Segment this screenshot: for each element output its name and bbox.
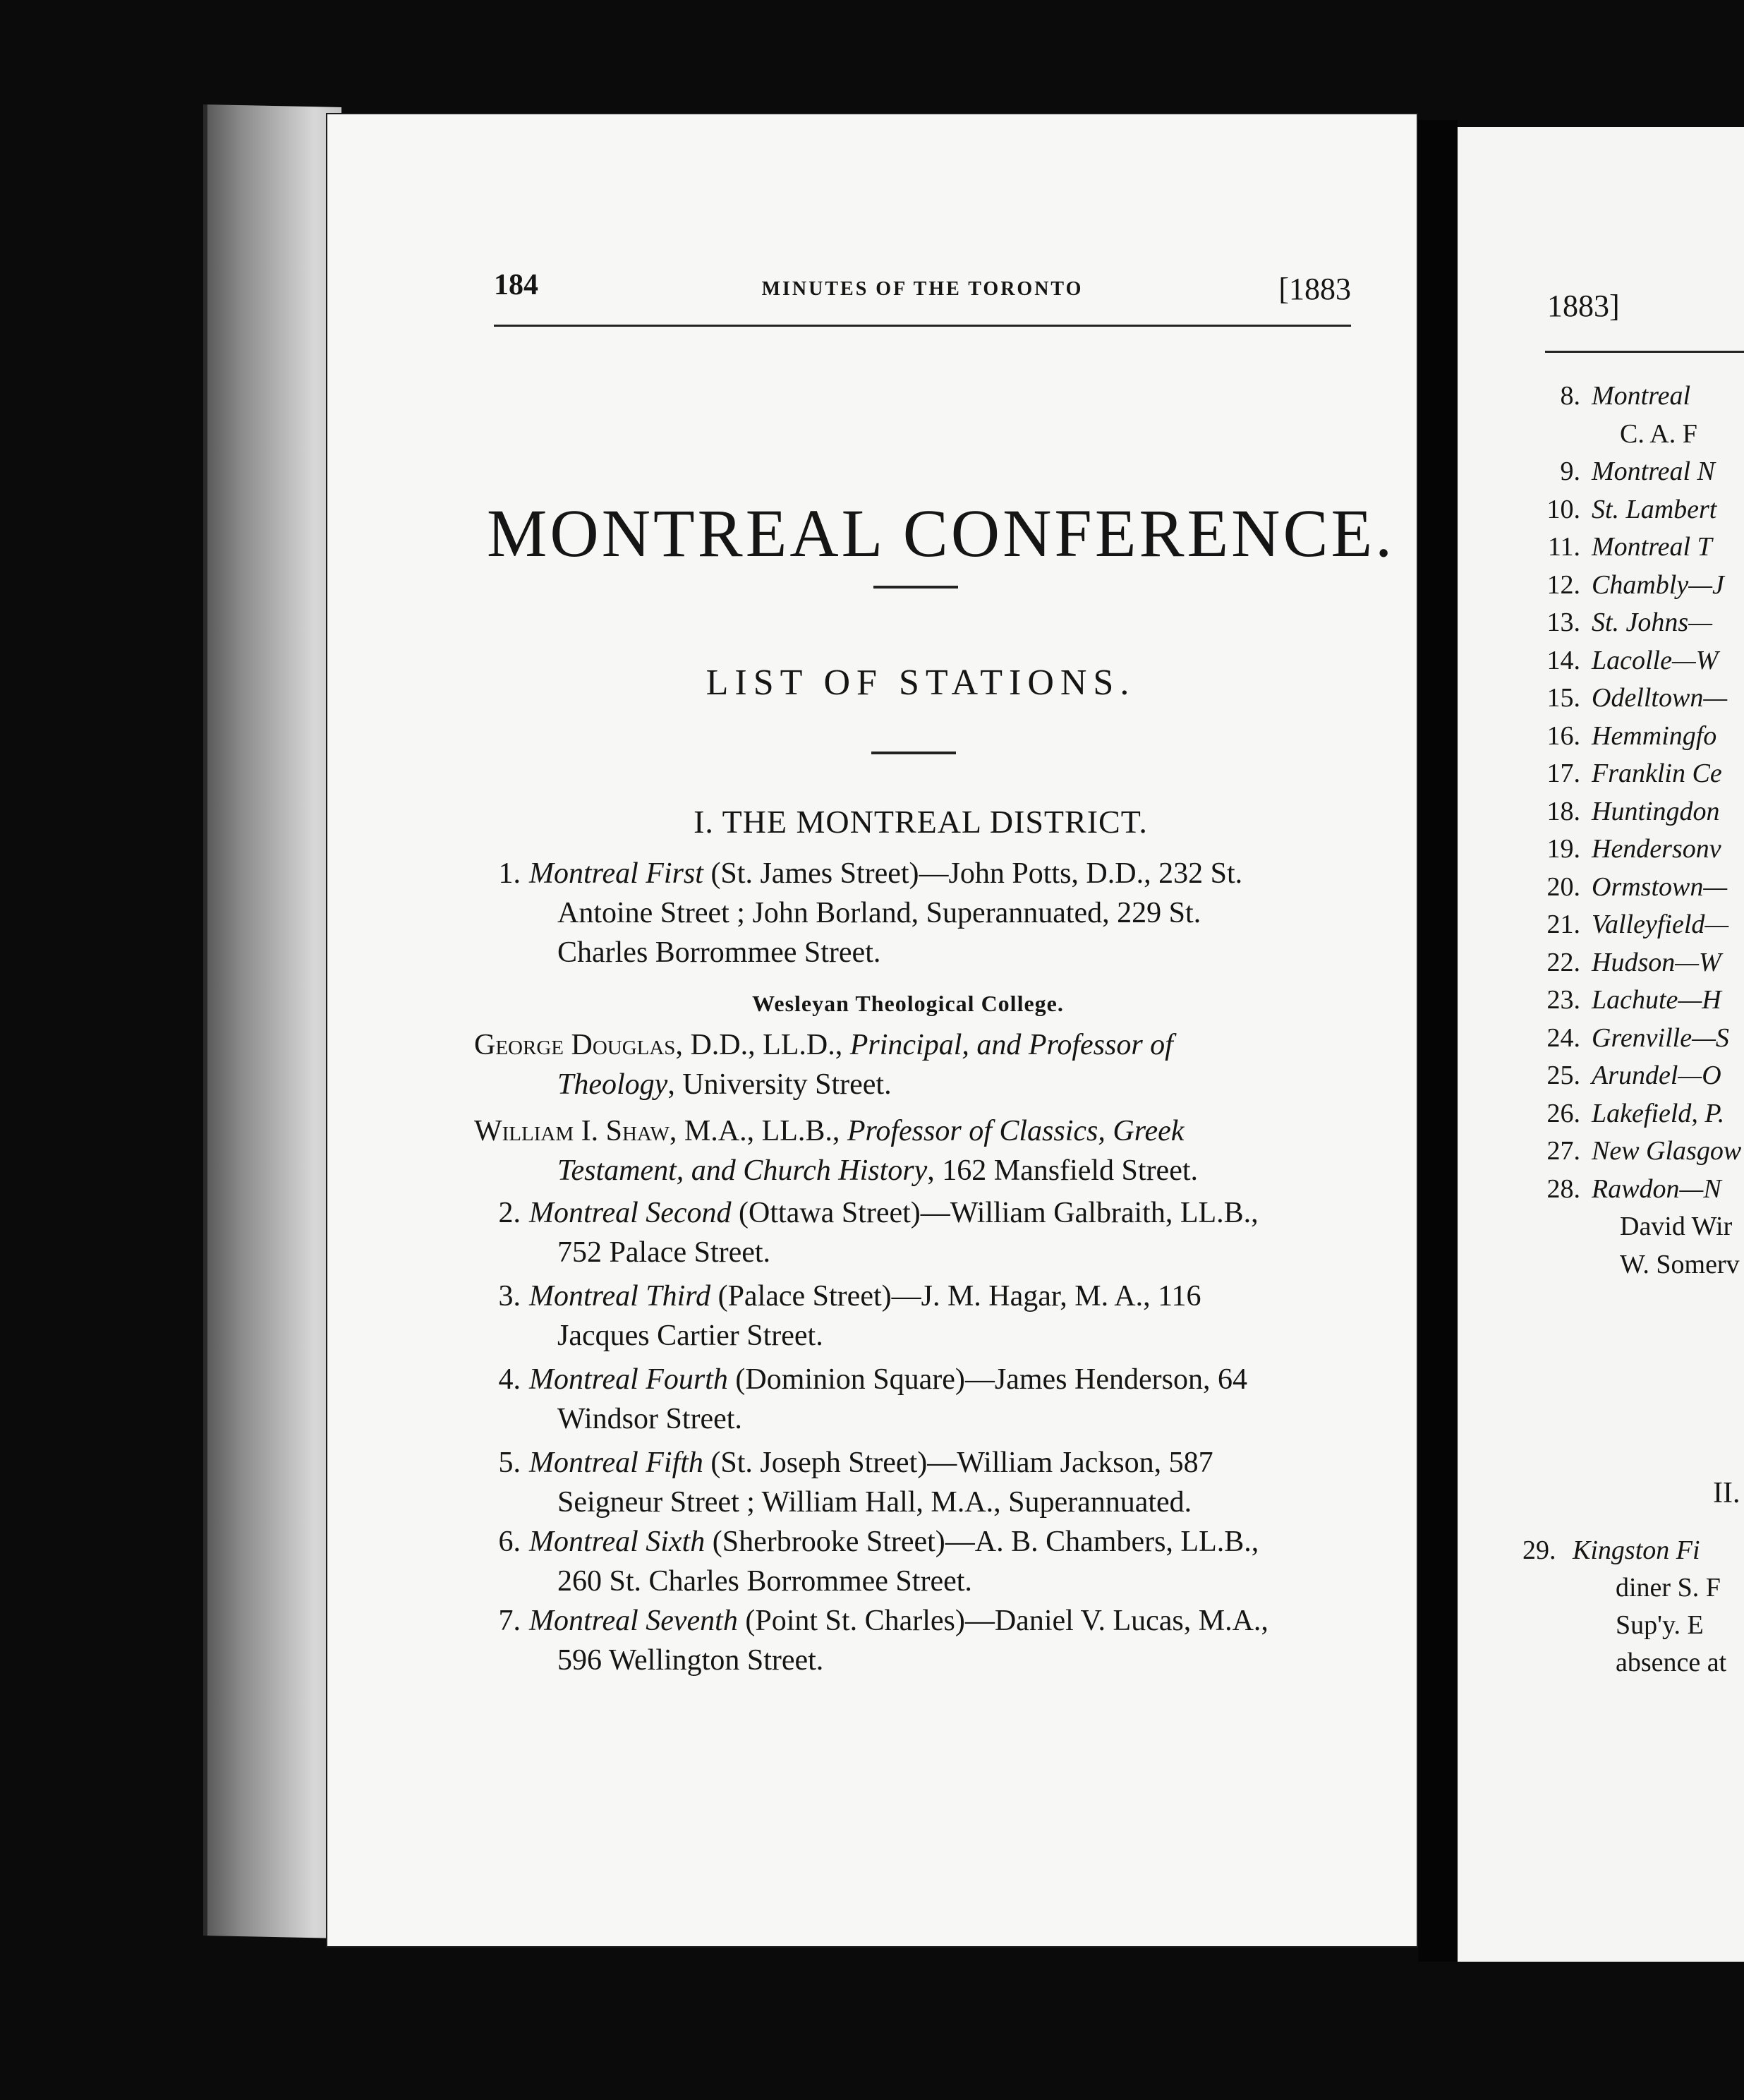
right-list-row — [1531, 1208, 1744, 1246]
entry-number: 23. — [1546, 985, 1580, 1015]
page-title: MONTREAL CONFERENCE. — [487, 495, 1395, 571]
station-details-line: Antoine Street ; John Borland, Superannuated, 229 St. — [557, 897, 1201, 929]
person-title: Professor of Classics, Greek — [847, 1115, 1185, 1147]
entry-number: 15. — [1546, 683, 1580, 713]
station-entry-6 — [474, 1522, 1342, 1601]
person-address: , 162 Mansfield Street. — [927, 1154, 1199, 1187]
header-rule — [494, 325, 1351, 327]
page-number: 184 — [494, 269, 538, 301]
station-name: Montreal Sixth — [529, 1526, 706, 1558]
person-degrees: , M.A., LL.B., — [669, 1115, 847, 1147]
right-list-row — [1531, 1246, 1744, 1284]
station-text: Hemmingfo — [1592, 720, 1717, 751]
station-details-line: Seigneur Street ; William Hall, M.A., Superannuated. — [557, 1486, 1192, 1519]
station-text: Montreal T — [1592, 532, 1712, 562]
entry-number: 19. — [1546, 834, 1580, 864]
right-district-heading: II. — [1713, 1477, 1740, 1509]
entry-number: 13. — [1546, 608, 1580, 637]
right-list-row — [1531, 718, 1744, 756]
station-text: Montreal N — [1592, 457, 1715, 486]
station-name: Montreal Third — [529, 1280, 711, 1312]
person-title-cont: Testament, and Church History — [557, 1154, 928, 1187]
right-header-rule — [1545, 351, 1744, 353]
book-gutter — [1418, 120, 1458, 1962]
station-text: Hudson—W — [1592, 947, 1721, 977]
person-address: , University Street. — [667, 1068, 892, 1101]
entry-number: 11. — [1547, 532, 1580, 562]
station-name: Montreal Second — [529, 1197, 732, 1229]
station-text: Huntingdon — [1592, 796, 1720, 826]
station-details-line: 596 Wellington Street. — [557, 1644, 824, 1677]
station-details: (Dominion Square)—James Henderson, 64 — [727, 1363, 1247, 1396]
person-title-cont: Theology — [557, 1068, 668, 1101]
right-header-year: 1883] — [1547, 289, 1620, 323]
station-text: Arundel—O — [1592, 1061, 1721, 1090]
station-details: (Ottawa Street)—William Galbraith, LL.B., — [731, 1197, 1259, 1229]
entry-number: 2. — [498, 1197, 521, 1229]
subtitle-dash — [871, 752, 956, 754]
page-subtitle: LIST OF STATIONS. — [706, 663, 1136, 703]
entry-number: 28. — [1546, 1173, 1580, 1204]
running-header — [494, 268, 1351, 310]
station-details-line: Charles Borrommee Street. — [557, 936, 881, 969]
station-text: Grenville—S — [1592, 1022, 1729, 1053]
person-title: Principal, and Professor of — [849, 1029, 1173, 1061]
station-list — [474, 854, 1342, 1680]
person-degrees: , D.D., LL.D., — [675, 1029, 850, 1061]
station-details: (St. Joseph Street)—William Jackson, 587 — [703, 1447, 1213, 1479]
right-list-row — [1531, 1020, 1744, 1058]
right-list-row — [1531, 642, 1744, 680]
right-entry-29-line2: diner S. F — [1616, 1573, 1721, 1603]
faculty-entry-douglas — [474, 1025, 1342, 1104]
entry-number: 18. — [1546, 796, 1580, 826]
right-list-row — [1531, 491, 1744, 529]
station-details: (Sherbrooke Street)—A. B. Chambers, LL.B., — [705, 1526, 1259, 1558]
right-list-row — [1531, 944, 1744, 982]
entry-number: 6. — [498, 1526, 521, 1558]
book-edge — [203, 104, 341, 1938]
station-text: Valleyfield— — [1592, 910, 1729, 939]
station-entry-7 — [474, 1601, 1342, 1680]
entry-number: 21. — [1546, 910, 1580, 939]
entry-number: 27. — [1546, 1136, 1580, 1166]
station-name: Montreal Seventh — [529, 1605, 738, 1637]
station-entry-2 — [474, 1193, 1342, 1272]
station-text: St. Lambert — [1592, 494, 1717, 524]
station-entry-1 — [474, 854, 1342, 972]
entry-number: 22. — [1546, 947, 1580, 977]
right-list-row — [1531, 755, 1744, 793]
right-entry-29 — [1522, 1535, 1700, 1566]
right-entry-29-line3: Sup'y. E — [1616, 1610, 1704, 1640]
right-list-row — [1531, 1057, 1744, 1095]
college-heading: Wesleyan Theological College. — [752, 991, 1064, 1016]
entry-number: 7. — [498, 1605, 521, 1637]
station-details-line: Jacques Cartier Street. — [557, 1320, 823, 1352]
station-name: Kingston Fi — [1573, 1535, 1700, 1565]
station-text: Chambly—J — [1592, 569, 1724, 600]
station-details: (Palace Street)—J. M. Hagar, M. A., 116 — [710, 1280, 1201, 1312]
entry-number: 3. — [498, 1280, 521, 1312]
entry-number: 17. — [1546, 759, 1580, 788]
entry-number: 10. — [1546, 494, 1580, 524]
station-name: Montreal First — [529, 857, 703, 890]
station-text: St. Johns— — [1592, 608, 1712, 637]
station-text: Ormstown— — [1592, 871, 1728, 902]
right-list-row — [1531, 831, 1744, 869]
entry-number: 20. — [1546, 871, 1580, 902]
station-text: Lacolle—W — [1592, 645, 1719, 675]
station-name: Montreal Fourth — [529, 1363, 728, 1396]
right-list-row — [1531, 453, 1744, 491]
station-details: (St. James Street)—John Potts, D.D., 232 St. — [703, 857, 1243, 890]
right-entry-29-line4: absence at — [1616, 1648, 1727, 1677]
entry-number: 16. — [1546, 720, 1580, 751]
station-text: Hendersonv — [1592, 834, 1721, 864]
entry-number: 26. — [1546, 1098, 1580, 1128]
right-list-row — [1531, 1095, 1744, 1133]
station-entry-4 — [474, 1360, 1342, 1439]
right-list-row — [1531, 1133, 1744, 1171]
entry-number: 1. — [498, 857, 521, 890]
faculty-entry-shaw — [474, 1111, 1342, 1190]
station-entry-5 — [474, 1443, 1342, 1522]
station-details-line: 752 Palace Street. — [557, 1236, 771, 1269]
right-list-row — [1531, 529, 1744, 567]
district-heading: I. THE MONTREAL DISTRICT. — [694, 804, 1148, 840]
station-text: C. A. F — [1620, 418, 1697, 449]
station-text: New Glasgow — [1592, 1136, 1742, 1166]
right-list-row — [1531, 680, 1744, 718]
person-name: William I. Shaw — [474, 1115, 670, 1147]
station-details-line: 260 St. Charles Borrommee Street. — [557, 1565, 972, 1598]
station-text: Odelltown— — [1592, 683, 1728, 713]
right-list-row — [1531, 793, 1744, 831]
station-text: Rawdon—N — [1592, 1173, 1721, 1204]
right-list-row — [1531, 869, 1744, 907]
station-text: Montreal — [1592, 381, 1691, 411]
entry-number: 25. — [1546, 1061, 1580, 1090]
station-text: Lakefield, P. — [1592, 1098, 1725, 1128]
header-year: [1883 — [1278, 272, 1351, 306]
entry-number: 12. — [1546, 569, 1580, 600]
title-dash — [873, 586, 958, 589]
right-list-row — [1531, 416, 1744, 454]
station-details-line: Windsor Street. — [557, 1403, 742, 1435]
entry-number: 8. — [1560, 381, 1580, 411]
station-text: Lachute—H — [1592, 985, 1721, 1015]
entry-number: 14. — [1546, 645, 1580, 675]
right-list-row — [1531, 378, 1744, 416]
entry-number: 24. — [1546, 1022, 1580, 1053]
running-title: MINUTES OF THE TORONTO — [761, 278, 1084, 300]
station-name: Montreal Fifth — [529, 1447, 703, 1479]
right-list-row — [1531, 567, 1744, 605]
right-list-row — [1531, 604, 1744, 642]
entry-number: 5. — [498, 1447, 521, 1479]
entry-number: 4. — [498, 1363, 521, 1396]
right-list-row — [1531, 906, 1744, 944]
right-list-row — [1531, 1171, 1744, 1209]
station-details: (Point St. Charles)—Daniel V. Lucas, M.A., — [737, 1605, 1268, 1637]
station-text: W. Somerv — [1620, 1249, 1740, 1279]
person-name: George Douglas — [474, 1029, 676, 1061]
station-entry-3 — [474, 1277, 1342, 1356]
station-text: Franklin Ce — [1592, 759, 1722, 788]
station-text: David Wir — [1620, 1212, 1733, 1241]
right-list-row — [1531, 982, 1744, 1020]
entry-number: 29. — [1522, 1535, 1556, 1565]
right-station-list — [1531, 378, 1744, 1284]
entry-number: 9. — [1560, 457, 1580, 486]
